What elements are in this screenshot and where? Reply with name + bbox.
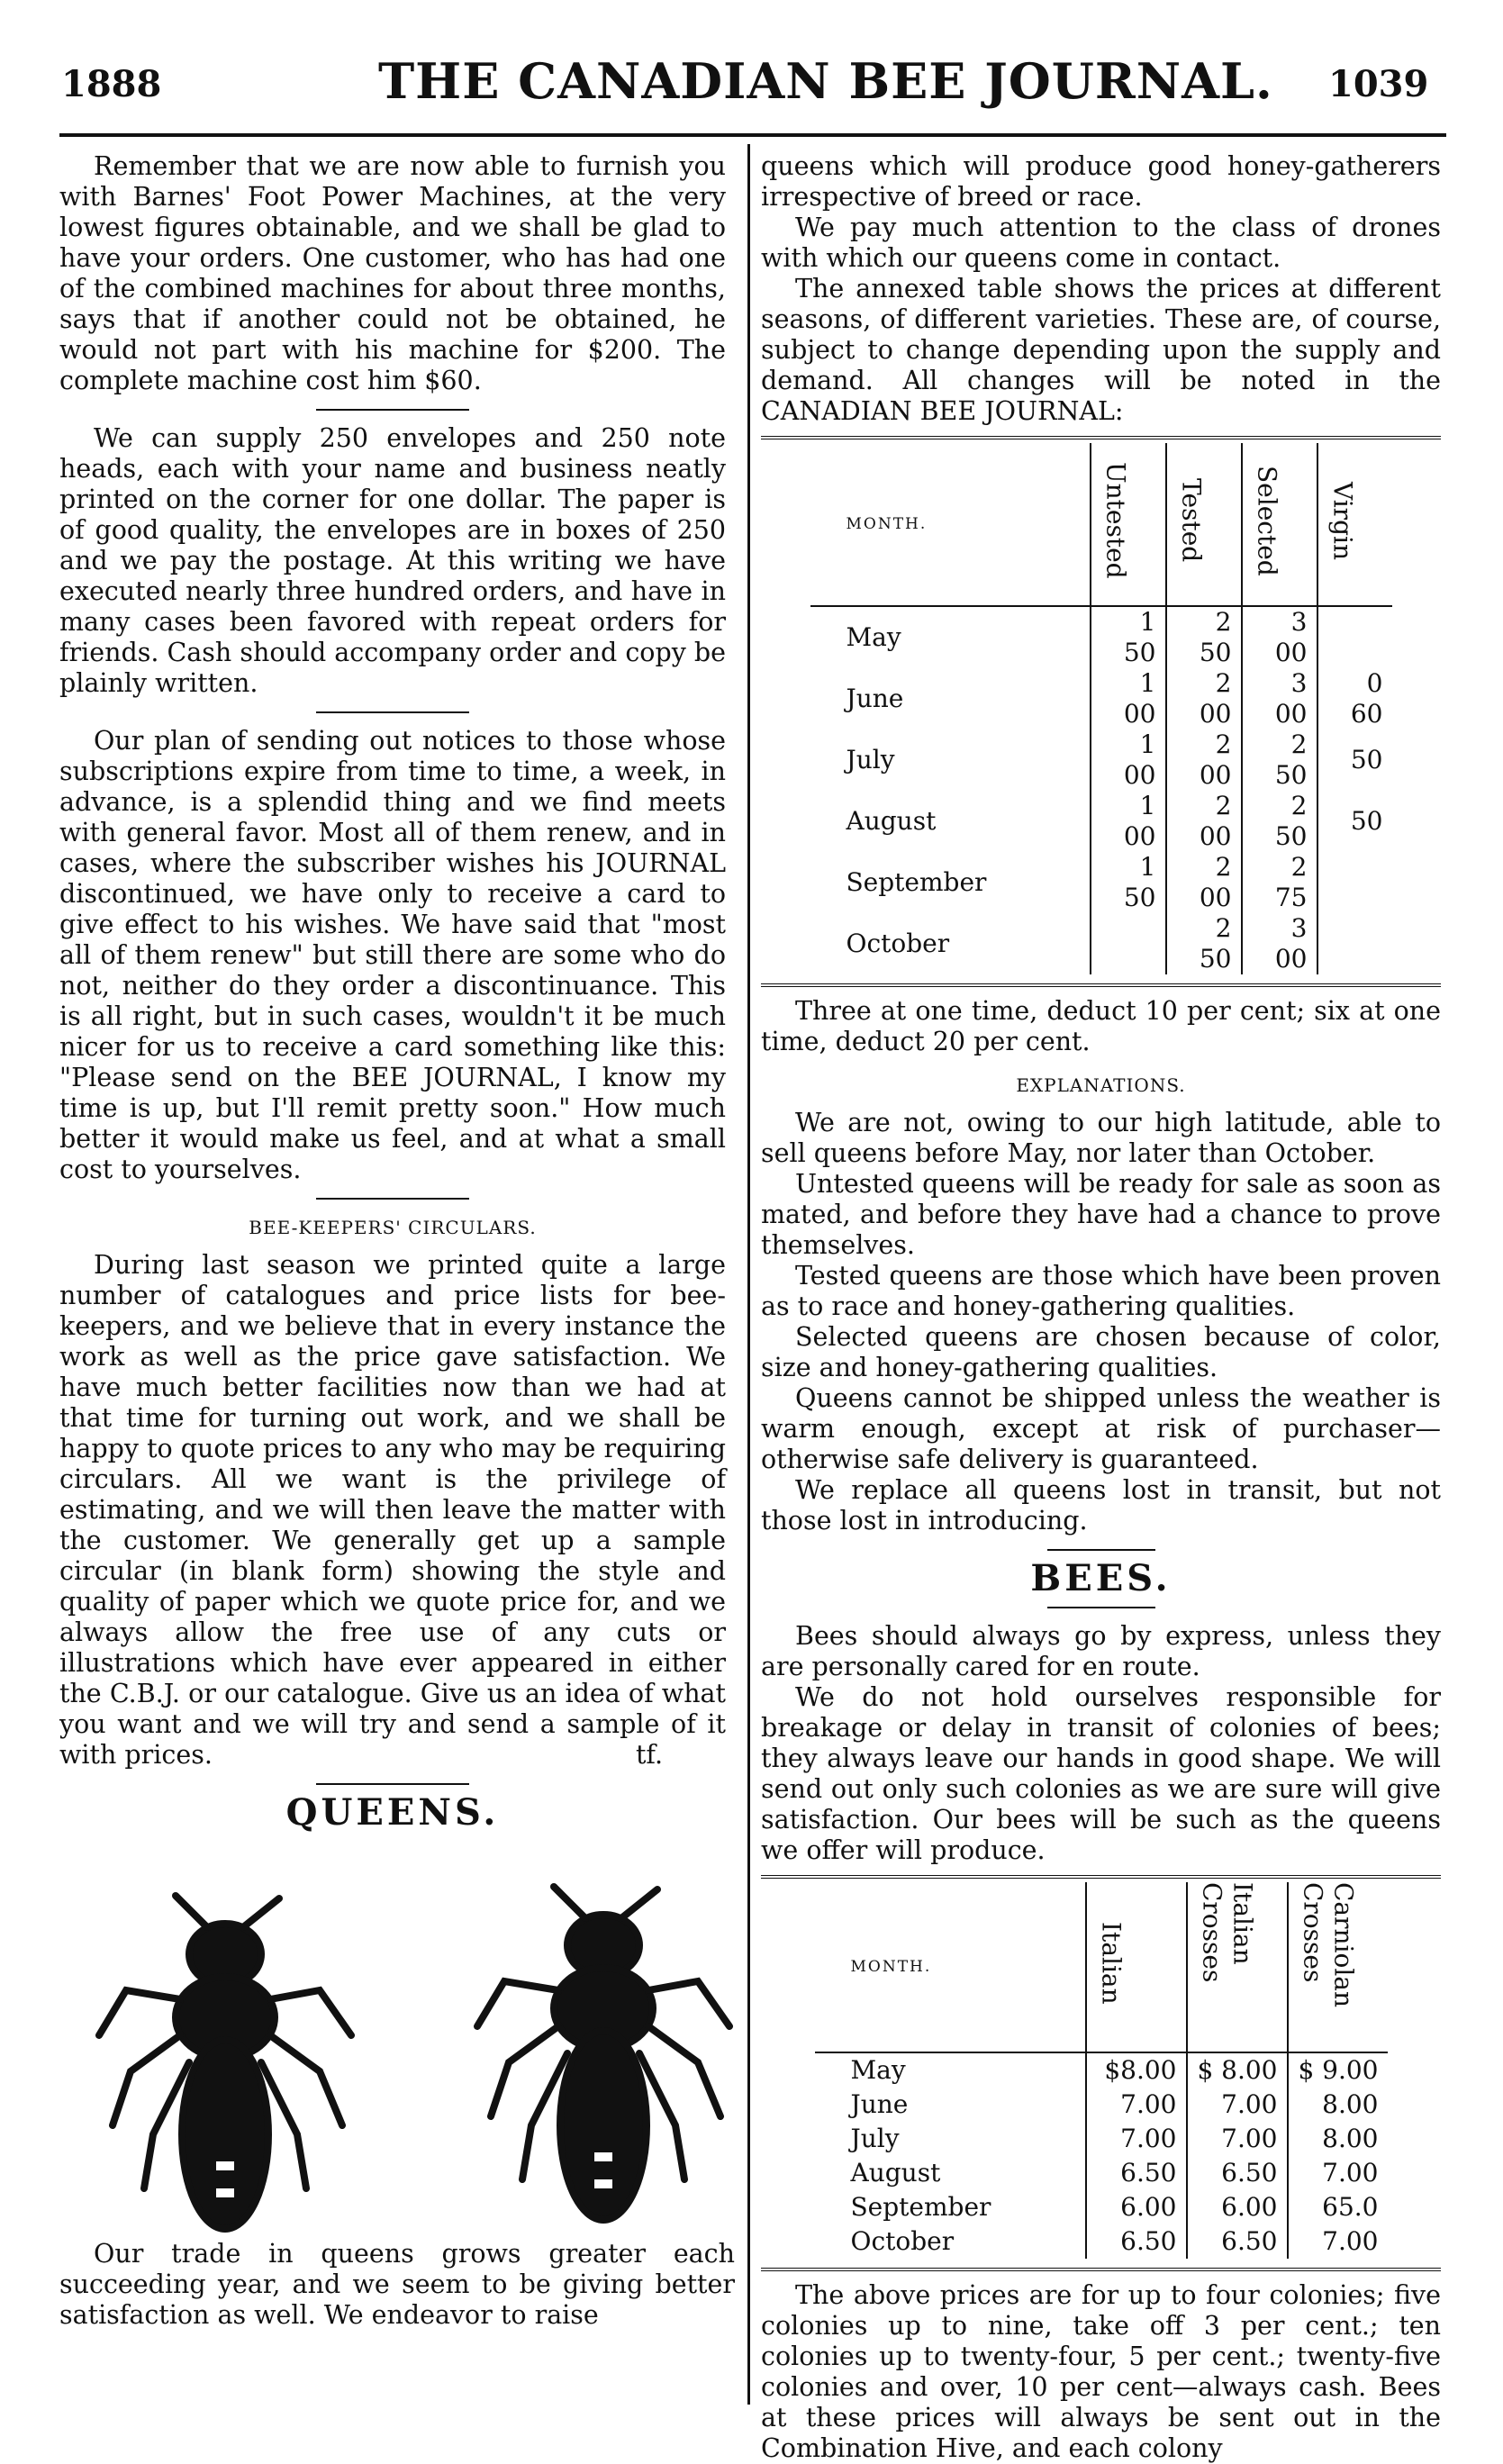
table-row: [810, 668, 1392, 729]
month-cell: August: [846, 806, 937, 836]
column-header: Italian Crosses: [1197, 1882, 1258, 1983]
price-cell: 1 00: [1091, 668, 1166, 729]
price-cell: 7.00: [1086, 2122, 1187, 2156]
price-cell: 8.00: [1288, 2122, 1388, 2156]
price-cell: 0 60: [1317, 668, 1392, 729]
price-cell: $8.00: [1086, 2052, 1187, 2088]
table-row: [815, 2122, 1388, 2156]
price-cell: 6.50: [1187, 2224, 1288, 2259]
price-cell: 7.00: [1187, 2122, 1288, 2156]
price-cell: 7.00: [1086, 2088, 1187, 2122]
month-header: MONTH.: [815, 1882, 1086, 2052]
table-row: [815, 2156, 1388, 2190]
page-header: [0, 0, 1503, 135]
price-cell: $ 9.00: [1288, 2052, 1388, 2088]
colonies-paragraph: The above prices are for up to four colonies; five colonies up to nine, take off 3 per cent.; ten colonies up to twenty-four, 5 per cent.; twenty-five colonies and over, 10 per cent—always cash. Bees at these prices will always be sent out in the Combination Hive, and each colony: [761, 2280, 1441, 2463]
price-cell: 6.50: [1187, 2156, 1288, 2190]
tf-mark: tf.: [635, 1740, 663, 1770]
separator: [1047, 1549, 1155, 1551]
replace-paragraph: We replace all queens lost in transit, but not those lost in introducing.: [761, 1475, 1441, 1535]
left-column-bottom: [59, 2239, 735, 2331]
table-row: [810, 791, 1392, 852]
price-cell: 2 00: [1166, 668, 1242, 729]
queens-trade-paragraph: Our trade in queens grows greater each succeeding year, and we seem to be giving better satisfaction as well. We endeavor to raise: [59, 2239, 735, 2330]
separator: [1047, 1607, 1155, 1608]
queens-price-table: [761, 436, 1441, 987]
right-column: [761, 151, 1441, 2464]
month-cell: May: [846, 622, 901, 652]
price-cell: [1317, 606, 1392, 668]
price-cell: 6.50: [1086, 2224, 1187, 2259]
separator: [316, 409, 469, 411]
price-cell: 50: [1317, 791, 1392, 852]
bees-heading: BEES.: [1030, 1557, 1172, 1599]
price-cell: 6.00: [1187, 2190, 1288, 2224]
separator: [316, 1783, 469, 1785]
circulars-paragraph: During last season we printed quite a large number of catalogues and price lists for bee-keepers, and we believe that in every instance the work as well as the price gave satisfaction. We have much better facilities now than we had at that time for turning out work, and we shall be happy to quote prices to any who may be requiring circulars. All we want is the privilege of estimating, and we will then leave the matter with the customer. We generally get up a sample circular (in blank form) showing the style and quality of paper which we quote price for, and we always allow the free use of any cuts or illustrations which have ever appeared in either the C.B.J. or our catalogue. Give us an idea of what you want and we will try and send a sample of it with prices.: [59, 1250, 726, 1770]
price-cell: $ 8.00: [1187, 2052, 1288, 2088]
drones-paragraph: We pay much attention to the class of drones with which our queens come in contact.: [761, 213, 1441, 273]
machines-paragraph: Remember that we are now able to furnish you with Barnes' Foot Power Machines, at the very lowest figures obtainable, and we shall be glad to have your orders. One customer, who has had one of the combined machines for about three months, says that if another could not be obtained, he would not part with his machine for $200. The complete machine cost him $60.: [59, 151, 726, 395]
price-cell: 3 00: [1242, 606, 1317, 668]
price-cell: [1317, 852, 1392, 913]
queen-bee-illustration: [90, 1891, 360, 2242]
month-header: MONTH.: [810, 443, 1091, 606]
responsibility-paragraph: We do not hold ourselves responsible for breakage or delay in transit of colonies of bees; they always leave our hands in good shape. We will send out only such colonies as we are sure will give satisfaction. Our bees will be such as the queens we offer will produce.: [761, 1682, 1441, 1865]
price-cell: 1 00: [1091, 791, 1166, 852]
table-row: [810, 852, 1392, 913]
price-cell: 1 50: [1091, 606, 1166, 668]
price-cell: 2 00: [1166, 791, 1242, 852]
journal-title: THE CANADIAN BEE JOURNAL.: [378, 52, 1273, 110]
explanations-heading: EXPLANATIONS.: [1016, 1074, 1186, 1096]
queens-intro-cont: queens which will produce good honey-gatherers irrespective of breed or race.: [761, 151, 1441, 212]
price-cell: 65.0: [1288, 2190, 1388, 2224]
price-cell: 2 50: [1166, 606, 1242, 668]
price-cell: [1091, 913, 1166, 974]
price-cell: 2 50: [1242, 729, 1317, 791]
table-row: [815, 2224, 1388, 2259]
column-header: Untested: [1100, 462, 1131, 579]
column-header: Virgin: [1327, 481, 1358, 560]
price-cell: 1 50: [1091, 852, 1166, 913]
queens-heading: QUEENS.: [285, 1791, 500, 1834]
column-divider: [747, 144, 750, 2405]
left-column: [59, 151, 726, 1841]
untested-paragraph: Untested queens will be ready for sale as soon as mated, and before they have had a chance to prove themselves.: [761, 1169, 1441, 1260]
discount-paragraph: Three at one time, deduct 10 per cent; six at one time, deduct 20 per cent.: [761, 996, 1441, 1056]
price-cell: 6.00: [1086, 2190, 1187, 2224]
column-header: Tested: [1176, 478, 1207, 563]
price-cell: 2 50: [1242, 791, 1317, 852]
price-cell: [1317, 913, 1392, 974]
price-cell: 6.50: [1086, 2156, 1187, 2190]
price-cell: 2 50: [1166, 913, 1242, 974]
month-cell: June: [846, 684, 904, 713]
price-cell: 50: [1317, 729, 1392, 791]
month-cell: May: [850, 2055, 906, 2085]
separator: [316, 711, 469, 713]
month-cell: July: [846, 745, 895, 775]
bees-price-table: [761, 1875, 1441, 2271]
table-row: [815, 2088, 1388, 2122]
month-cell: October: [846, 929, 950, 958]
price-cell: 7.00: [1187, 2088, 1288, 2122]
price-cell: 8.00: [1288, 2088, 1388, 2122]
month-cell: September: [846, 867, 987, 897]
price-cell: 3 00: [1242, 913, 1317, 974]
envelopes-paragraph: We can supply 250 envelopes and 250 note heads, each with your name and business neatly printed on the corner for one dollar. The paper is of good quality, the envelopes are in boxes of 250 and we pay the postage. At this writing we have executed nearly three hundred orders, and have in many cases been favored with repeat orders for friends. Cash should accompany order and copy be plainly written.: [59, 423, 726, 698]
month-cell: August: [850, 2158, 941, 2188]
tested-paragraph: Tested queens are those which have been proven as to race and honey-gathering qualities.: [761, 1261, 1441, 1321]
column-header: Selected: [1252, 465, 1282, 576]
month-cell: July: [850, 2124, 900, 2153]
shipping-paragraph: Queens cannot be shipped unless the weather is warm enough, except at risk of purchaser—otherwise safe delivery is guaranteed.: [761, 1383, 1441, 1474]
separator: [316, 1198, 469, 1200]
page-number: 1039: [1328, 63, 1429, 105]
month-cell: October: [850, 2226, 955, 2256]
notices-paragraph: Our plan of sending out notices to those whose subscriptions expire from time to time, a week, in advance, is a splendid thing and we find meets with general favor. Most all of them renew, and in cases, where the subscriber wishes his JOURNAL discontinued, we have only to receive a card to give effect to his wishes. We have said that "most all of them renew" but still there are some who do not, neither do they order a discontinuance. This is all right, but in such cases, wouldn't it be much nicer for us to receive a card something like this: "Please send on the BEE JOURNAL, I know my time is up, but I'll remit pretty soon." How much better it would make us feel, and at what a small cost to yourselves.: [59, 726, 726, 1184]
circulars-heading: BEE-KEEPERS' CIRCULARS.: [249, 1217, 537, 1238]
column-header: Carniolan Crosses: [1298, 1882, 1359, 2008]
express-paragraph: Bees should always go by express, unless they are personally cared for en route.: [761, 1621, 1441, 1681]
price-cell: 1 00: [1091, 729, 1166, 791]
table-row: [810, 729, 1392, 791]
table-row: [815, 2052, 1388, 2088]
queen-bee-illustration: [468, 1882, 738, 2233]
price-cell: 2 00: [1166, 852, 1242, 913]
price-cell: 2 75: [1242, 852, 1317, 913]
header-rule: [59, 133, 1446, 137]
table-row: [815, 2190, 1388, 2224]
month-cell: June: [850, 2089, 909, 2119]
column-header: Italian: [1096, 1922, 1127, 2005]
price-cell: 2 00: [1166, 729, 1242, 791]
price-cell: 7.00: [1288, 2224, 1388, 2259]
table-row: [810, 913, 1392, 974]
price-cell: 7.00: [1288, 2156, 1388, 2190]
header-year: 1888: [61, 63, 162, 105]
month-cell: September: [850, 2192, 991, 2222]
selected-paragraph: Selected queens are chosen because of color, size and honey-gathering qualities.: [761, 1322, 1441, 1382]
annexed-paragraph: The annexed table shows the prices at different seasons, of different varieties. These are, of course, subject to change depending upon the supply and demand. All changes will be noted in the CANADIAN BEE JOURNAL:: [761, 274, 1441, 426]
latitude-paragraph: We are not, owing to our high latitude, able to sell queens before May, nor later than October.: [761, 1108, 1441, 1168]
price-cell: 3 00: [1242, 668, 1317, 729]
table-row: [810, 606, 1392, 668]
